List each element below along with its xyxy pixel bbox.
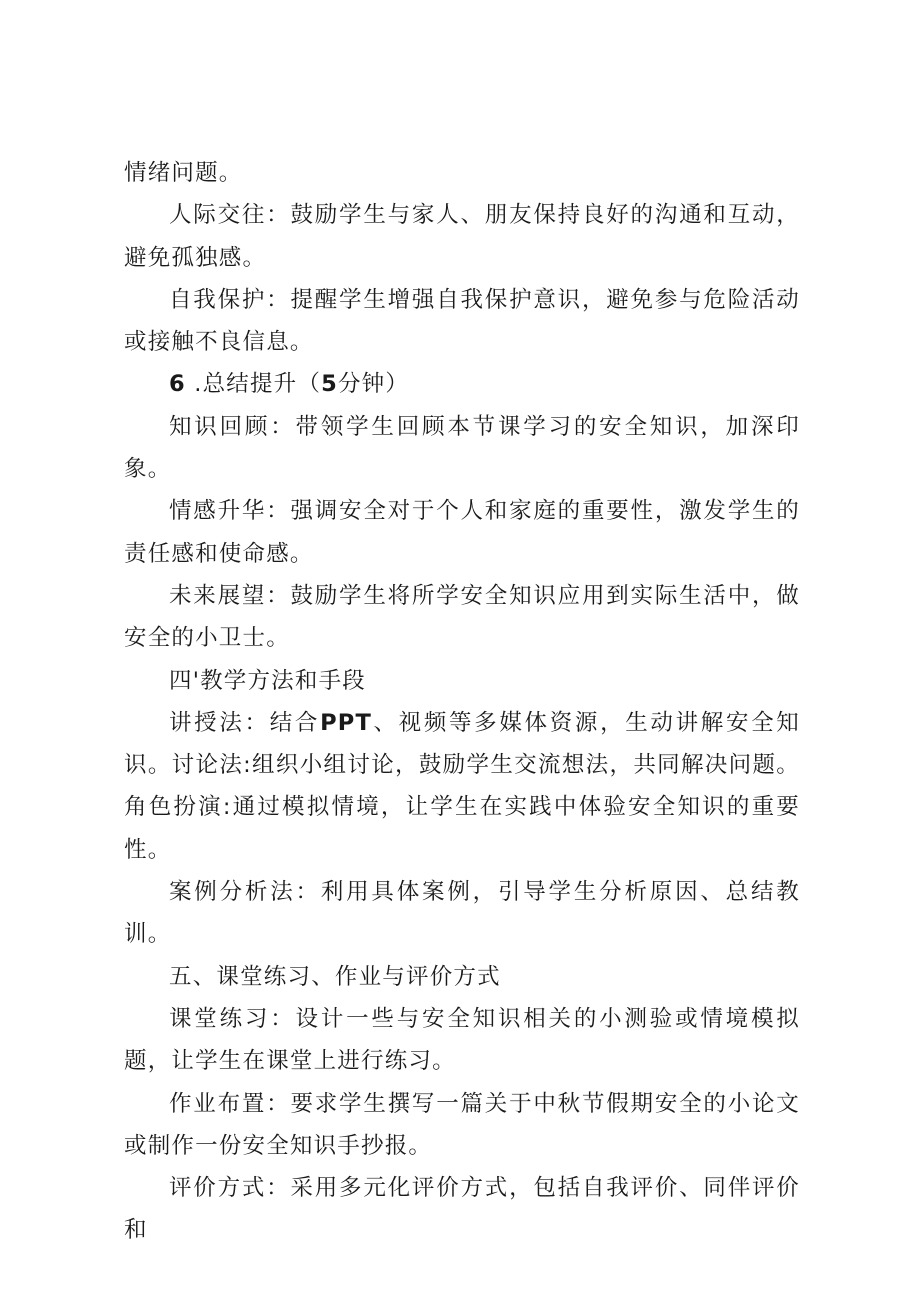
section-heading-methods: 四'教学方法和手段 — [169, 667, 366, 694]
document-body — [124, 152, 800, 1252]
paragraph-knowledge-review: 知识回顾：带领学生回顾本节课学习的安全知识，加深印象。 — [124, 413, 800, 483]
section-heading-minutes: 5 — [321, 371, 338, 398]
section-heading-exercises: 五、课堂练习、作业与评价方式 — [169, 963, 501, 990]
section-heading-text-b: 分钟） — [337, 371, 410, 398]
paragraph-classroom-exercise: 课堂练习：设计一些与安全知识相关的小测验或情境模拟题，让学生在课堂上进行练习。 — [124, 1005, 800, 1075]
paragraph-evaluation: 评价方式：采用多元化评价方式，包括自我评价、同伴评价和 — [124, 1175, 800, 1244]
paragraph-future-outlook: 未来展望：鼓励学生将所学安全知识应用到实际生活中，做安全的小卫士。 — [124, 582, 800, 652]
paragraph-teaching-methods — [124, 702, 800, 871]
section-heading-summary — [124, 363, 800, 405]
section-heading-text-a: .总结提升（ — [185, 371, 322, 398]
paragraph-emotional-sublimation: 情感升华：强调安全对于个人和家庭的重要性，激发学生的责任感和使命感。 — [124, 498, 800, 567]
paragraph-emotional-issues-end: 情绪问题。 — [124, 160, 243, 186]
methods-text-a: 讲授法：结合 — [169, 709, 321, 736]
paragraph-interpersonal: 人际交往：鼓励学生与家人、朋友保持良好的沟通和互动，避免孤独感。 — [124, 202, 800, 271]
paragraph-self-protection: 自我保护：提醒学生增强自我保护意识，避免参与危险活动或接触不良信息。 — [124, 286, 800, 356]
paragraph-case-analysis: 案例分析法：利用具体案例，引导学生分析原因、总结教训。 — [124, 879, 800, 948]
methods-ppt: PPT — [320, 709, 372, 736]
section-number: 6 — [169, 371, 186, 398]
methods-text-b: 、视频等多媒体资源，生动讲解安全知识。讨论法:组织小组讨论，鼓励学生交流想法，共同解决问题。角色扮演:通过模拟情境，让学生在实践中体验安全知识的重要性。 — [124, 709, 800, 863]
paragraph-homework: 作业布置：要求学生撰写一篇关于中秋节假期安全的小论文或制作一份安全知识手抄报。 — [124, 1090, 800, 1159]
